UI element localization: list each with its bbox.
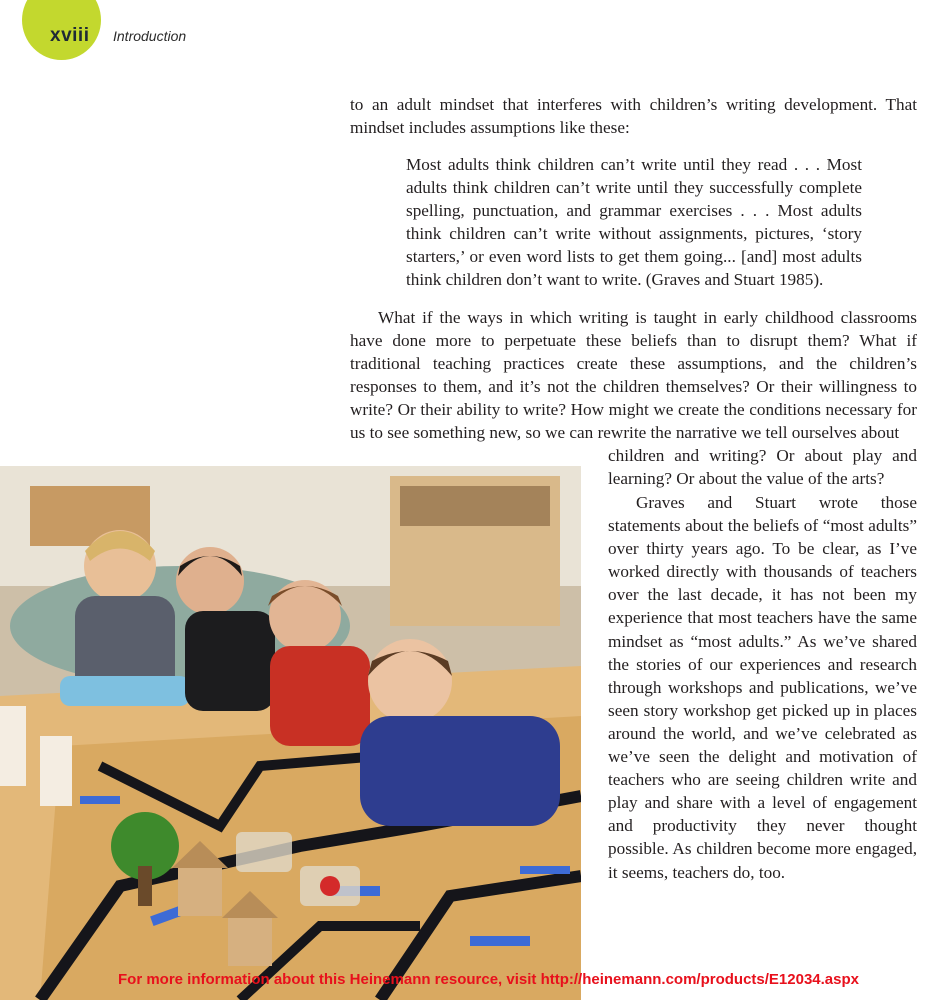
body-paragraph-2: What if the ways in which writing is taught in early childhood classrooms have done more to perpetuate these beliefs than to disrupt them? What if traditional teaching practices create these assumptions, and the children’s responses to them, and it’s not the children themselves? Or their willingness to write? Or their ability to write? How might we create the conditions necessary for us to see something new, so we can rewrite the narrative we tell ourselves about <box>350 308 917 443</box>
body-paragraph-3: Graves and Stuart wrote those statements about the beliefs of “most adults” over thirty years ago. To be clear, as I’ve worked directly with thousands of teachers over the last decade, it has not been my experience that most teachers have the same mindset as “most adults.” As we’ve shared the stories of our experiences and research through workshops and publications, we’ve seen story workshop get picked up in places around the world, and we’ve celebrated as we’ve seen the delight and motivation of teachers who are seeing children write and play and share with a level of engagement and productivity they never thought possible. As children become more engaged, it seems, teachers do, too. <box>608 493 917 882</box>
block-quote: Most adults think children can’t write until they read . . . Most adults think children can’t write until they successfully complete spelling, punctuation, and grammar exercises . . . Most adults think children can’t write without assignments, pictures, ‘story starters,’ or even word lists to get them going... [and] most adults think children don’t want to write. (Graves and Stuart 1985). <box>406 155 862 290</box>
body-paragraph-2-continued: children and writing? Or about play and learning? Or about the value of the arts? <box>608 446 917 489</box>
page-number: xviii <box>50 25 90 46</box>
classroom-photo <box>0 466 581 1000</box>
body-paragraph-1: to an adult mindset that interferes with children’s writing development. That mindset includes assumptions like these: <box>350 95 917 138</box>
running-head: Introduction <box>113 28 187 44</box>
footer-resource-notice[interactable]: For more information about this Heinemann resource, visit http://heinemann.com/products/E12034.aspx <box>118 971 859 988</box>
